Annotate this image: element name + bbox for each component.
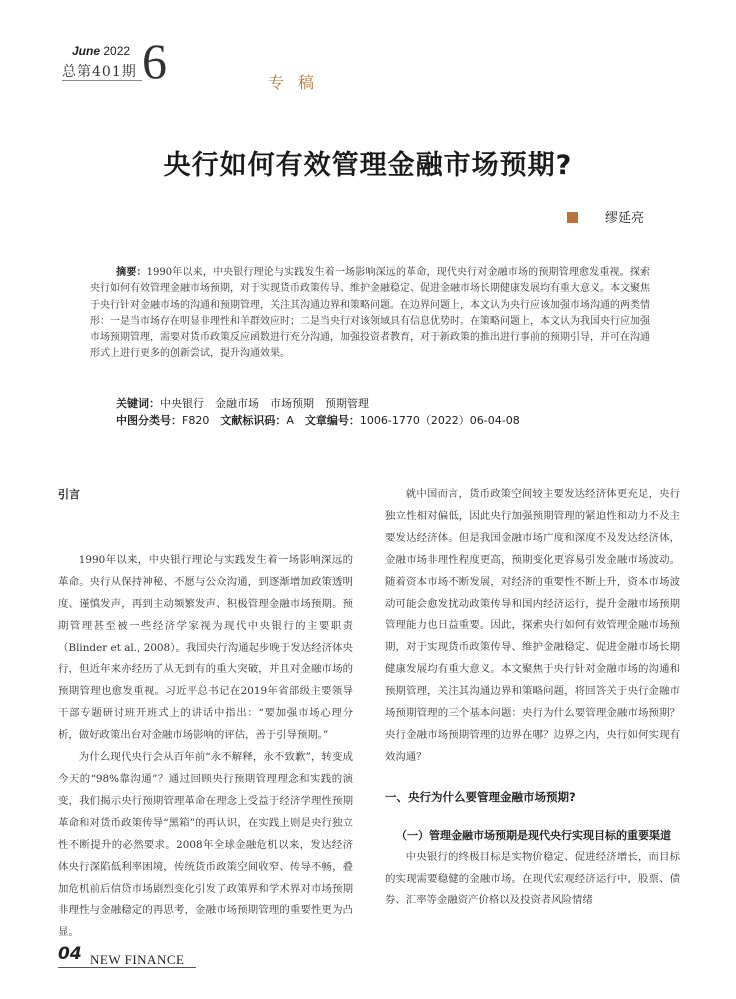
doc-code-label: 文献标识码： [220, 414, 287, 427]
keywords-text: 中央银行 金融市场 市场预期 预期管理 [160, 397, 369, 410]
journal-name: NEW FINANCE [90, 952, 185, 967]
clc-label: 中图分类号： [116, 414, 182, 427]
header-divider [62, 80, 142, 81]
issue-year: 2022 [103, 44, 131, 58]
article-no-label: 文章编号： [304, 414, 360, 427]
abstract [90, 265, 650, 363]
issue-month [72, 44, 130, 58]
intro-heading: 引言 [58, 488, 80, 501]
page-number: 04 [58, 944, 82, 964]
abstract-text: 1990年以来，中央银行理论与实践发生着一场影响深远的革命，现代央行对金融市场的预期管理愈发重视。探索央行如何有效管理金融市场预期，对于实现货币政策传导、维护金融稳定、促进金融市场长期健康发展均有重大意义。本文聚焦于央行针对金融市场的沟通和预期管理，关注其沟通边界和策略问题。在边界问题上，本文认为央行应该加强市场沟通的两类情形：一是当市场存在明显非理性和羊群效应时；二是当央行对该领域具有信息优势时。在策略问题上，本文认为我国央行应加强市场预期管理，需要对货币政策反应函数进行充分沟通，加强投资者教育，对于新政策的推出进行事前的预期引导，并可在沟通形式上进行更多的创新尝试，提升沟通效果。 [90, 267, 650, 360]
article-title: 央行如何有效管理金融市场预期? [163, 150, 573, 181]
body-column-right [385, 484, 680, 912]
section-heading: 一、央行为什么要管理金融市场预期? [385, 789, 576, 804]
keywords-label: 关键词： [116, 397, 160, 410]
paragraph: 中央银行的终极目标是实物价稳定、促进经济增长，而目标的实现需要稳健的金融市场。在现代宏观经济运行中，股票、债券、汇率等金融资产价格以及投资者风险情绪 [385, 850, 680, 907]
article-no-value: 1006-1770（2022）06-04-08 [359, 414, 520, 427]
keywords-block [116, 395, 676, 429]
paragraph: 就中国而言，货币政策空间较主要发达经济体更充足，央行独立性相对偏低，因此央行加强预期管理的紧迫性和动力不及主要发达经济体。但是我国金融市场广度和深度不及发达经济体，金融市场非理性程度更高，预期变化更容易引发金融市场波动。随着资本市场不断发展，对经济的重要性不断上升，资本市场波动可能会愈发扰动政策传导和国内经济运行，提升金融市场预期管理能力也日益重要。因此，探索央行如何有效管理金融市场预期，对于实现货币政策传导、维护金融稳定、促进金融市场长期健康发展均有重大意义。本文聚焦于央行针对金融市场的沟通和预期管理，关注其沟通边界和策略问题，将回答关于央行金融市场预期管理的三个基本问题：央行为什么要管理金融市场预期？央行金融市场预期管理的边界在哪？边界之内，央行如何实现有效沟通？ [385, 488, 680, 763]
keywords-line [116, 395, 676, 412]
paragraph: 为什么现代央行会从百年前“永不解释，永不致歉”，转变成今天的“98%靠沟通”？通过回顾央行预期管理理念和实践的演变，我们揭示央行预期管理革命在理念上受益于经济学理性预期革命和对货币政策传导“黑箱”的再认识，在实践上则是央行独立性不断提升的必然要求。2008年全球金融危机以来，发达经济体央行深陷低利率困境，传统货币政策空间收窄、传导不畅，叠加危机前后信贷市场剧烈变化引发了政策界和学术界对市场预期非理性与金融稳定的再思考，金融市场预期管理的重要性更为凸显。 [58, 751, 353, 939]
doc-code-value: A [286, 414, 294, 427]
issue-label: 总第401期 [62, 64, 137, 80]
section-label: 专稿 [268, 73, 329, 92]
subsection-heading: （一）管理金融市场预期是现代央行实现目标的重要渠道 [396, 828, 671, 842]
clc-value: F820 [182, 414, 210, 427]
issue-number: 6 [142, 33, 167, 89]
footer-divider [58, 967, 196, 968]
paragraph: 1990年以来，中央银行理论与实践发生着一场影响深远的革命。央行从保持神秘、不愿与公众沟通，到逐渐增加政策透明度、谨慎发声，再到主动频繁发声、积极管理金融市场预期。预期管理甚至被一些经济学家视为现代中央银行的主要职责（Blinder et al., 2008）。我国央行沟通起步晚于发达经济体央行，但近年来亦经历了从无到有的重大突破，并且对金融市场的预期管理也愈发重视。习近平总书记在2019年省部级主要领导干部专题研讨班开班式上的讲话中指出：“要加强市场心理分析，做好政策出台对金融市场影响的评估，善于引导预期。” [58, 553, 353, 742]
classification-line [116, 412, 676, 429]
body-column-left [58, 484, 353, 944]
issue-month-name: June [72, 44, 101, 58]
abstract-label: 摘要： [116, 267, 147, 278]
article-author: 缪延亮 [605, 211, 645, 226]
author-marker-icon [567, 212, 578, 223]
